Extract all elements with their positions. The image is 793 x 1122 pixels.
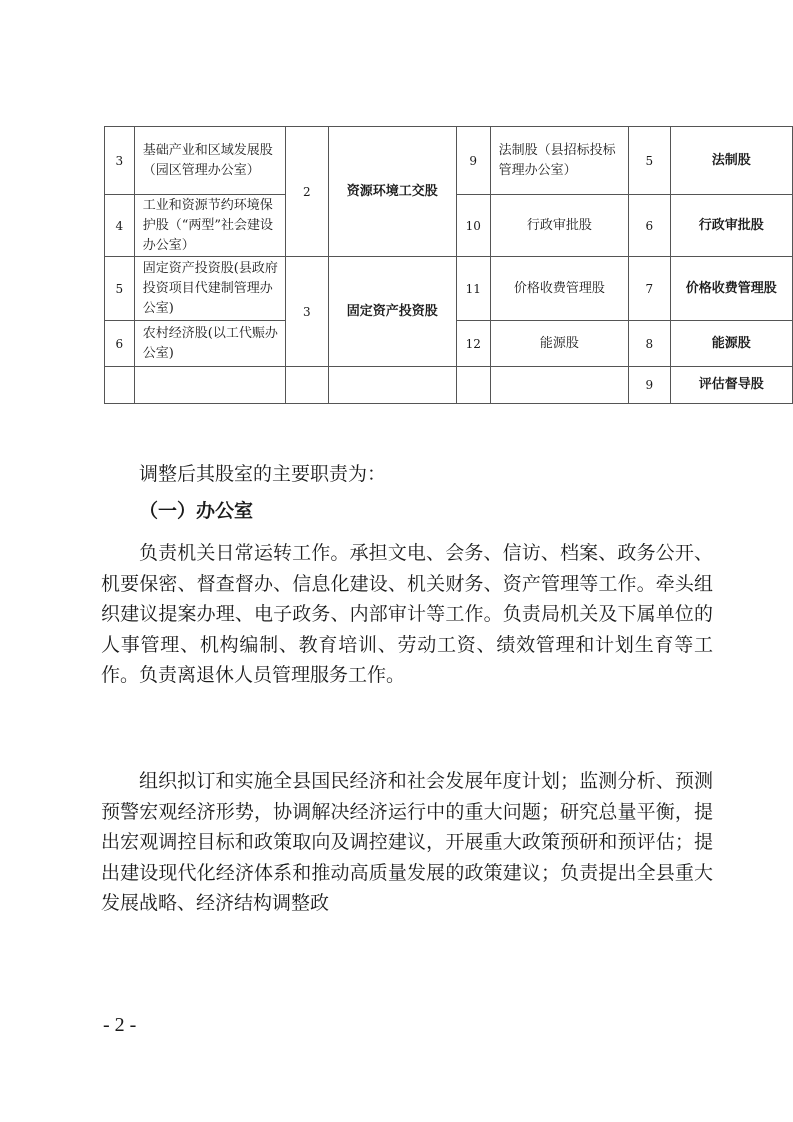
table-cell: 农村经济股(以工代赈办公室) [134,321,285,367]
table-cell: 资源环境工交股 [328,127,456,257]
table-cell: 能源股 [670,321,792,367]
table-cell: 9 [629,367,671,404]
table-cell: 5 [629,127,671,195]
table-cell: 7 [629,257,671,321]
section-heading: （一）办公室 [139,500,254,522]
table-cell: 法制股（县招标投标管理办公室） [490,127,628,195]
table-cell: 9 [456,127,490,195]
table-cell: 8 [629,321,671,367]
table-cell: 工业和资源节约环境保护股（“两型”社会建设办公室） [134,195,285,257]
table-cell: 评估督导股 [670,367,792,404]
table-row [105,367,793,404]
table-cell [105,367,135,404]
body-paragraph: 组织拟订和实施全县国民经济和社会发展年度计划；监测分析、预测预警宏观经济形势，协调解决经济运行中的重大问题；研究总量平衡，提出宏观调控目标和政策取向及调控建议，开展重大政策预研和预评估；提出建设现代化经济体系和推动高质量发展的政策建议；负责提出全县重大发展战略、经济结构调整政 [101,770,713,914]
table-cell: 行政审批股 [490,195,628,257]
table-cell: 2 [286,127,329,257]
table-cell [490,367,628,404]
table-cell [134,367,285,404]
table-cell: 12 [456,321,490,367]
table-cell [286,367,329,404]
intro-paragraph: 调整后其股室的主要职责为： [139,463,387,485]
organization-table [104,126,793,404]
table-cell [328,367,456,404]
table-cell: 固定资产投资股(县政府投资项目代建制管理办公室) [134,257,285,321]
table-cell: 4 [105,195,135,257]
table-cell: 价格收费管理股 [670,257,792,321]
table-cell: 5 [105,257,135,321]
table-cell: 基础产业和区域发展股（园区管理办公室） [134,127,285,195]
table-cell: 行政审批股 [670,195,792,257]
table-cell: 固定资产投资股 [328,257,456,367]
table-cell: 能源股 [490,321,628,367]
page-number: - 2 - [103,1014,137,1036]
table-cell: 6 [105,321,135,367]
table-cell: 3 [286,257,329,367]
body-paragraph: 负责机关日常运转工作。承担文电、会务、信访、档案、政务公开、机要保密、督查督办、信息化建设、机关财务、资产管理等工作。牵头组织建议提案办理、电子政务、内部审计等工作。负责局机关及下属单位的人事管理、机构编制、教育培训、劳动工资、绩效管理和计划生育等工作。负责离退休人员管理服务工作。 [101,542,713,686]
table-cell: 价格收费管理股 [490,257,628,321]
table-cell: 法制股 [670,127,792,195]
table-row [105,257,793,321]
table-cell: 3 [105,127,135,195]
table-cell: 11 [456,257,490,321]
table-row [105,127,793,195]
table-cell [456,367,490,404]
table-cell: 10 [456,195,490,257]
table-cell: 6 [629,195,671,257]
